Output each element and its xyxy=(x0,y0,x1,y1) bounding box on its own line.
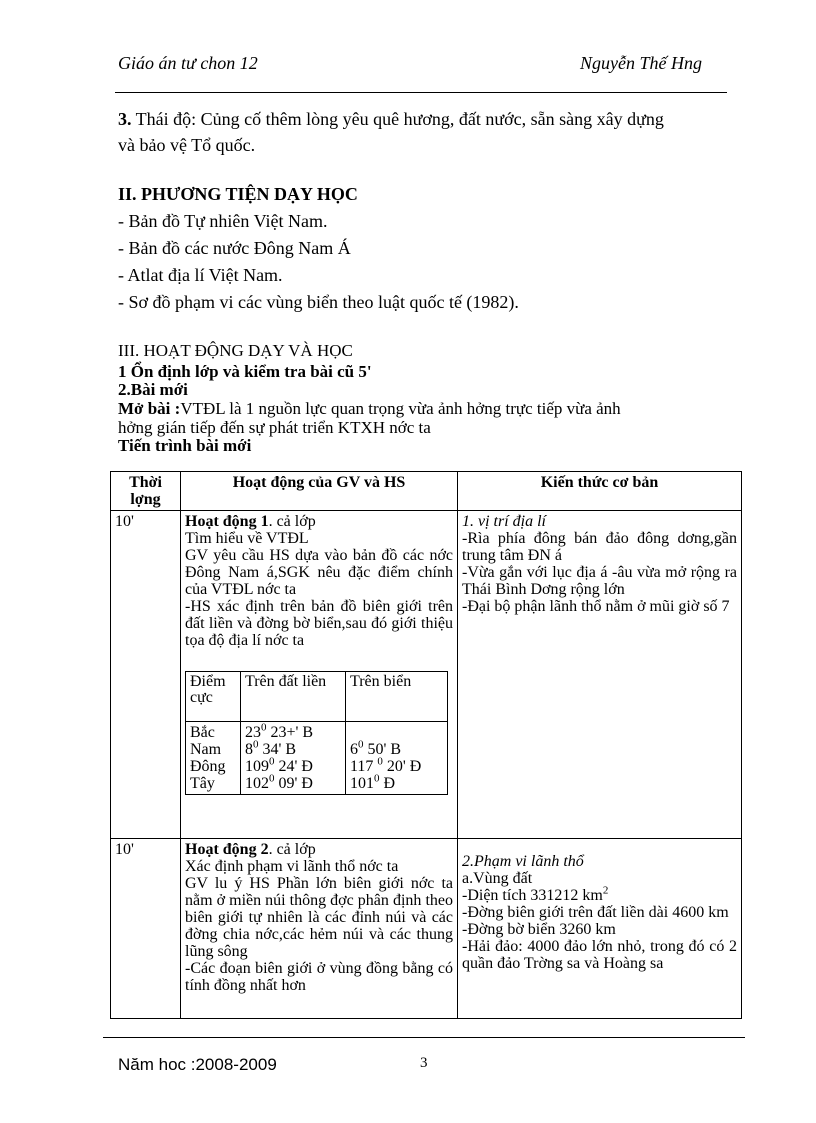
activity-title-rest: . cả lớp xyxy=(268,513,316,530)
land-coord: $8^0$ 34' B xyxy=(245,738,297,758)
row2-knowledge-line: -Đờng bờ biển 3260 km xyxy=(462,921,616,938)
sea-coord: 117 $^0$ 20' Đ xyxy=(350,755,422,775)
header-rule xyxy=(115,92,727,93)
sea-coord: $101^0$ Đ xyxy=(350,772,396,792)
sub-header-land: Trên đất liền xyxy=(241,672,346,722)
table-header-row xyxy=(111,472,742,511)
footer-rule xyxy=(103,1037,745,1038)
mobai-text: VTĐL là 1 nguồn lực quan trọng vừa ảnh hởng trực tiếp vừa ảnh xyxy=(180,399,621,418)
sub-header-point: Điểm cực xyxy=(186,672,241,722)
section2-item: - Atlat địa lí Việt Nam. xyxy=(118,265,283,285)
activity-title-bold: Hoạt động 1 xyxy=(185,513,269,530)
mobai-label: Mở bài : xyxy=(118,399,181,418)
intro-line-1 xyxy=(118,106,664,132)
intro-line-2: và bảo vệ Tổ quốc. xyxy=(118,135,256,155)
row2-activity-line: -Các đoạn biên giới ở vùng đồng bằng có tính đồng nhất hơn xyxy=(185,960,453,994)
point-name: Nam xyxy=(190,741,222,758)
row2-time: 10' xyxy=(111,839,181,1019)
footer-year: Năm hoc :2008-2009 xyxy=(118,1055,277,1074)
page-number: 3 xyxy=(420,1055,428,1071)
row2-knowledge-line: -Đờng biên giới trên đất liền dài 4600 km xyxy=(462,904,729,921)
sub-header-sea: Trên biển xyxy=(346,672,448,722)
row2-knowledge xyxy=(458,839,742,1019)
section2-item: - Bản đồ các nước Đông Nam Á xyxy=(118,238,351,258)
header-knowledge: Kiến thức cơ bản xyxy=(458,472,742,511)
intro-item-number: 3. xyxy=(118,109,132,129)
intro-item-text: Thái độ: Củng cố thêm lòng yêu quê hương, đất nước, sẵn sàng xây dựng xyxy=(131,109,664,129)
sub-data-row xyxy=(186,722,448,795)
extreme-points-table xyxy=(185,671,448,795)
row2-knowledge-title: 2.Phạm vi lãnh thổ xyxy=(462,853,584,870)
row1-activity-line: -HS xác định trên bản đồ biên giới trên đất liền và đờng bờ biển,sau đó giới thiệu tọa độ địa lí nớc ta xyxy=(185,598,453,649)
activity-title-bold: Hoạt động 2 xyxy=(185,841,269,858)
row1-activity xyxy=(181,511,458,839)
row2-knowledge-line: -Hải đảo: 4000 đảo lớn nhỏ, trong đó có 2 quần đảo Trờng sa và Hoàng sa xyxy=(462,938,737,972)
row2-activity xyxy=(181,839,458,1019)
point-name: Đông xyxy=(190,758,226,775)
progress-title: Tiến trình bài mới xyxy=(118,436,252,455)
section3-title: III. HOẠT ĐỘNG DẠY VÀ HỌC xyxy=(118,341,353,360)
header-left: Giáo án tư chon 12 xyxy=(118,53,258,73)
header-activity: Hoạt động của GV và HS xyxy=(181,472,458,511)
row2-knowledge-line: a.Vùng đất xyxy=(462,870,533,887)
row1-knowledge-title: 1. vị trí địa lí xyxy=(462,513,546,530)
land-coord: $109^0$ 24' Đ xyxy=(245,755,313,775)
row2-activity-line: Xác định phạm vi lãnh thổ nớc ta xyxy=(185,858,399,875)
sea-coord: $6^0$ 50' B xyxy=(350,738,402,758)
row2-activity-title xyxy=(185,841,453,858)
section2-item: - Bản đồ Tự nhiên Việt Nam. xyxy=(118,211,328,231)
row1-knowledge xyxy=(458,511,742,839)
mobai-line-1 xyxy=(118,399,621,419)
row1-activity-line: Tìm hiểu về VTĐL xyxy=(185,530,309,547)
row2-activity-line: GV lu ý HS Phần lớn biên giới nớc ta nằm ở miền núi thông đợc phân định theo biên giới tự nhiên là các đỉnh núi và các đờng chia nớc,các hẻm núi và các thung lũng sông xyxy=(185,875,453,960)
row1-knowledge-line: -Rìa phía đông bán đảo đông dơng,gần trung tâm ĐN á xyxy=(462,530,737,564)
row1-knowledge-line: -Đại bộ phận lãnh thổ nằm ở mũi giờ số 7 xyxy=(462,598,730,615)
sub-header-row xyxy=(186,672,448,722)
section2-item: - Sơ đồ phạm vi các vùng biển theo luật quốc tế (1982). xyxy=(118,292,519,312)
activity-title-rest: . cả lớp xyxy=(268,841,316,858)
row1-activity-title xyxy=(185,513,453,530)
section2-title: II. PHƯƠNG TIỆN DẠY HỌC xyxy=(118,184,358,204)
row2-knowledge-line: -Diện tích 331212 $km^2$ xyxy=(462,884,609,904)
row1-activity-line: GV yêu cầu HS dựa vào bản đồ các nớc Đông Nam á,SGK nêu đặc điểm chính của VTĐL nớc ta xyxy=(185,547,453,598)
point-name: Bắc xyxy=(190,724,215,741)
row1-knowledge-line: -Vừa gắn với lục địa á -âu vừa mở rộng ra Thái Bình Dơng rộng lớn xyxy=(462,564,737,598)
table-row xyxy=(111,511,742,839)
row1-time: 10' xyxy=(111,511,181,839)
land-coord: $102^0$ 09' Đ xyxy=(245,772,313,792)
lesson-table xyxy=(110,471,742,1019)
table-row xyxy=(111,839,742,1019)
point-name: Tây xyxy=(190,775,215,792)
land-coord: $23^0$ 23+' B xyxy=(245,721,314,741)
section3-step1: 1 Ổn định lớp và kiểm tra bài cũ 5' xyxy=(118,362,372,381)
section3-step2: 2.Bài mới xyxy=(118,380,188,399)
header-right: Nguyễn Thế Hng xyxy=(580,53,702,73)
header-time: Thời lợng xyxy=(111,472,181,511)
mobai-line-2: hởng gián tiếp đến sự phát triển KTXH nớc ta xyxy=(118,418,431,437)
